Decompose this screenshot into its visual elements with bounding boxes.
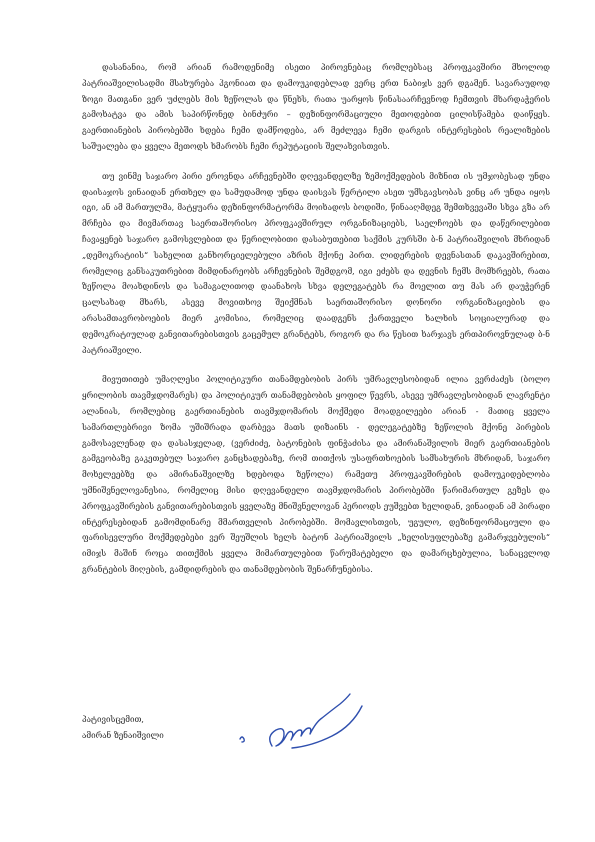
paragraph-3: მივუთითებ უმაღლესი პოლიტიკური თანამდებობის პირს უმრავლესობიდან ილია ვერძაძეს (ბოლო ყრილობის თავმჯდომარეს) და პოლიტიკურ თანამდებობის ყოფილ წევრს, ასევე უმრავლესობიდან ლავრენტი ალანიას, რომლებიც გაერთიანების თავმჯდომარის მოქმედი მოადგილეები არიან - მათიც ყველა სამართლებრივი ზომა უშიშრადა დარბევა მათს დიზაინს - დელეგატებზე ზეწოლის მქონე პირების გამოსავლენად და დასასჯელად, (ვერძიძე, ბატონების ფინჭაძისა და ამირანაშვილის მიერ გაერთიანების გამგეობაზე გაკეთებულ საჯარო განცხადებაზე, რომ თითქოს უსაფრთხოების სამსახურის მხრიდან, საჯარო მოხელეებზე და ამირანაშვილზე ხდებოდა ზეწოლა) რამეთუ პროფკავშირების დამოუკიდებლობა უმნიშვნელოვანესია, რომელიც მისი დღევანდელი თავმჯდომარის პირობებში წარიმართულ გეზეს და პროფკავშირების განვითარებისთვის ყველაზე მნიშვნელოვან პერიოდს ეუშვებთ ხელიდან, ვინაიდან ამ პირადი ინტერესებიდან გამომდინარე მმართველის პირობებში. მომავლისთვის, უგულო, დეზინფორმაციული და ფარისევლური მოქმედებები ვერ შეუშლის ხელს ბატონ პატრიაშვილს „ხელისუფლებაზე გამარჯვებულის“ იმიჯს მაშინ როცა თითქმის ყველა მიმართულებით წარუმატებელი და დამარცხებულია, სანაცვლოდ გრანტების მიღების, გამდიდრების და თანამდებობის შენარჩუნებისა. (82, 375, 550, 574)
signatory-name: ამირან ზენაიშვილი (82, 731, 164, 740)
paragraph-2: თუ ვინმე საჯარო პირი ეროვნდა არჩევნებში დღევანდელზე ზემოქმედების მიზნით ის უმჯობესად უნდა დაისაჯოს ვინაიდან ერთხელ და სამუდამოდ უნდა დაისვას წერტილი ასეთ უმსგავსობას ვინც არ უნდა იყოს იგი, ან ამ მართულმა, მატყუარა დეზინფორმატორმა მოიხადოს ბოდიში, წინააღმდეგ შემთხვევაში სხვა გზა არ მრჩება და მივმართავ საერთაშორისო პროფკავშირულ ორგანიზაციებს, საელჩოებს და დაწერილებით ჩავაყენებ საჯარო გამოსვლებით და წერილობითი დასაბუთებით საქმის კურსში ბ-ნ პატრიაშვილის მხრიდან „დემოკრატიის“ სახელით განხორციელებული აზრის მქონე პირთ. ლიდერების დევნასთან დაკავშირებით, რომელიც განსაკუთრებით მიმდინარეობს არჩევნების შემდგომ, იგი ეძებს და დევნის ჩემს მომხრეებს, რათა ზეწოლა მოახდინოს და სამაგალითოდ დაანახოს სხვა დელეგატებს რა მოელით თუ მას არ დაუჭერენ ცალსახად მხარს, ასევე მოვითხოვ შეიქმნას საერთაშორისო დონორი ორგანიზაციების და არასამთავრობოების მიერ კომისია, რომელიც დაადგენს ქართველი ხალხის სოციალურად და დემოკრატიულად განვითარებისთვის გაცემულ გრანტებს, როგორ და რა წესით ხარჯავს ერთპიროვნულად ბ-ნ პატრიაშვილი. (82, 171, 550, 355)
letter-closing (82, 712, 164, 744)
closing-salutation: პატივისცემით, (82, 715, 144, 724)
paragraph-1: დასანანია, რომ არიან რამოდენიმე ისეთი პიროვნებაც რომლებსაც პროფკავშირი მხოლოდ პატრიაშვილისადმი მსახურება ჰგონიათ და დამოუკიდებლად ვერც ერთ ნაბიჯს ვერ დგამენ. სავარაუდოდ ზოგი მათგანი ვერ უძლებს მის ზეწოლას და წნეხს, რათა უარყოს წინასაარჩევნოდ ჩემთვის მხარდაჭერის გამოხატვა და ამის საპირწონედ ბინძური – დეზინფორმაციული მეთოდებით ცილისწამება დაიწყეს. გაერთიანების პირობებში ხდება ჩემი დამწოდება, არ მეძლევა ჩემი დარგის ინტერესების რეალიზების საშუალება და ყველა მეთოდს ხმარობს ჩემი რეპუტაციის შელახვისთვის. (82, 63, 550, 151)
handwritten-signature (232, 690, 382, 760)
letter-body (82, 60, 550, 592)
